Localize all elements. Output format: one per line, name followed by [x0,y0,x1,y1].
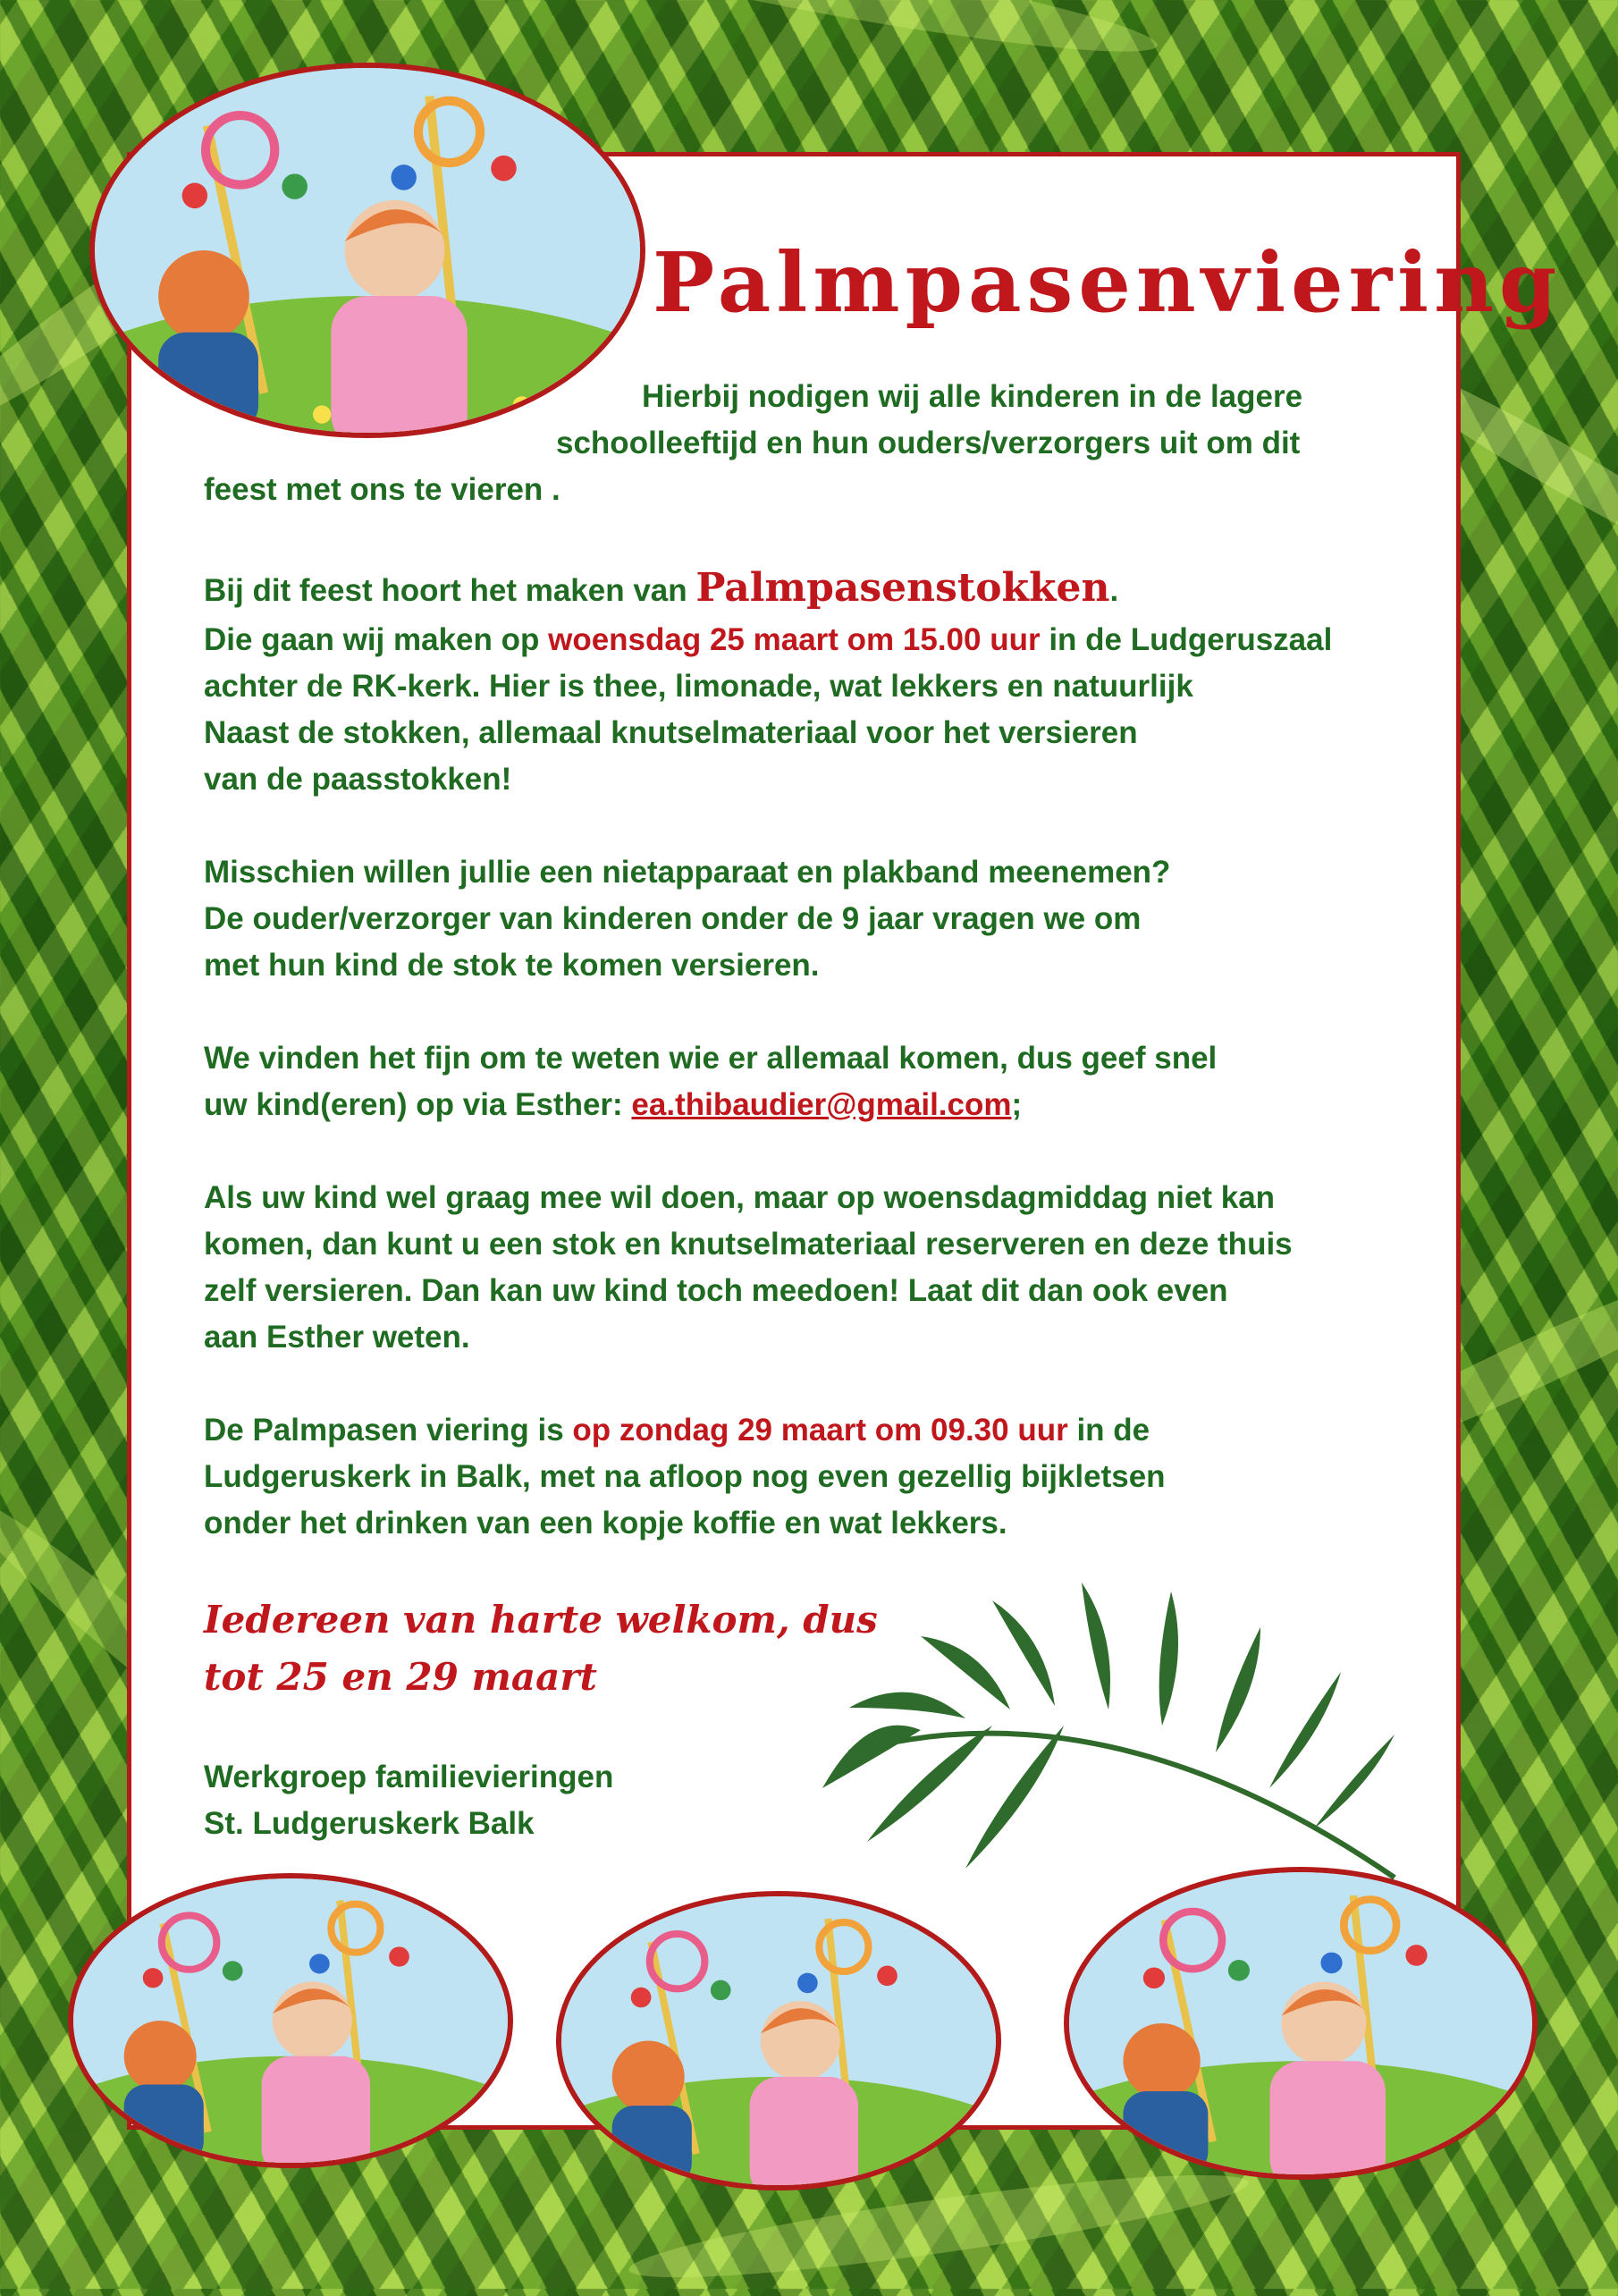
intro-line: schoolleeftijd en hun ouders/verzorgers uit om dit [556,426,1301,460]
welcome-line: Iedereen van harte welkom, dus [204,1598,878,1642]
paragraph-line: zelf versieren. Dan kan uw kind toch meedoen! Laat dit dan ook even [204,1273,1228,1308]
paragraph-line: Die gaan wij maken op woensdag 25 maart om 15.00 uur in de Ludgeruszaal [204,622,1333,657]
paragraph-line: Ludgeruskerk in Balk, met na afloop nog even gezellig bijkletsen [204,1459,1166,1494]
signature-line: Werkgroep familievieringen [204,1760,614,1794]
illustration-medallion-top [89,63,645,438]
paragraph-line: De ouder/verzorger van kinderen onder de 9 jaar vragen we om [204,901,1142,936]
paragraph-line: Bij dit feest hoort het maken van Palmpasenstokken. [204,565,1119,611]
illustration-medallion-bottom-left [68,1873,513,2168]
paragraph-line: Misschien willen jullie een nietapparaat en plakband meenemen? [204,855,1171,890]
paragraph-line: aan Esther weten. [204,1320,470,1355]
children-with-palm-sticks-illustration [1069,1872,1532,2174]
page-title: Palmpasenviering [653,234,1563,331]
palm-frond-icon [813,1574,1403,1895]
palmpasenstokken-highlight: Palmpasenstokken [695,565,1110,611]
signature-line: St. Ludgeruskerk Balk [204,1806,535,1841]
paragraph-line: Naast de stokken, allemaal knutselmateriaal voor het versieren [204,715,1138,750]
illustration-medallion-bottom-center [556,1891,1001,2190]
event-date-workshop: woensdag 25 maart om 15.00 uur [548,622,1041,657]
paragraph-line: De Palmpasen viering is op zondag 29 maart om 09.30 uur in de [204,1413,1150,1448]
paragraph-line: We vinden het fijn om te weten wie er allemaal komen, dus geef snel [204,1041,1218,1076]
illustration-medallion-bottom-right [1064,1867,1538,2180]
paragraph-line: onder het drinken van een kopje koffie en wat lekkers. [204,1506,1007,1541]
children-with-palm-sticks-illustration [73,1878,508,2163]
paragraph-line: uw kind(eren) op via Esther: ea.thibaudier@gmail.com; [204,1087,1023,1122]
paragraph-line: achter de RK-kerk. Hier is thee, limonade, wat lekkers en natuurlijk [204,669,1193,704]
welcome-message [204,1591,878,1706]
paragraph-line: met hun kind de stok te komen versieren. [204,948,820,983]
paragraph-line: komen, dan kunt u een stok en knutselmateriaal reserveren en deze thuis [204,1227,1293,1262]
event-date-service: op zondag 29 maart om 09.30 uur [572,1413,1068,1448]
children-with-palm-sticks-illustration [95,68,640,433]
intro-line: feest met ons te vieren . [204,472,560,507]
welcome-line: tot 25 en 29 maart [204,1655,597,1699]
paragraph-line: Als uw kind wel graag mee wil doen, maar op woensdagmiddag niet kan [204,1180,1276,1215]
intro-line: Hierbij nodigen wij alle kinderen in de lagere [642,379,1303,414]
children-with-palm-sticks-illustration [561,1896,996,2185]
paragraph-line: van de paasstokken! [204,762,512,797]
email-link[interactable]: ea.thibaudier@gmail.com [631,1087,1012,1122]
